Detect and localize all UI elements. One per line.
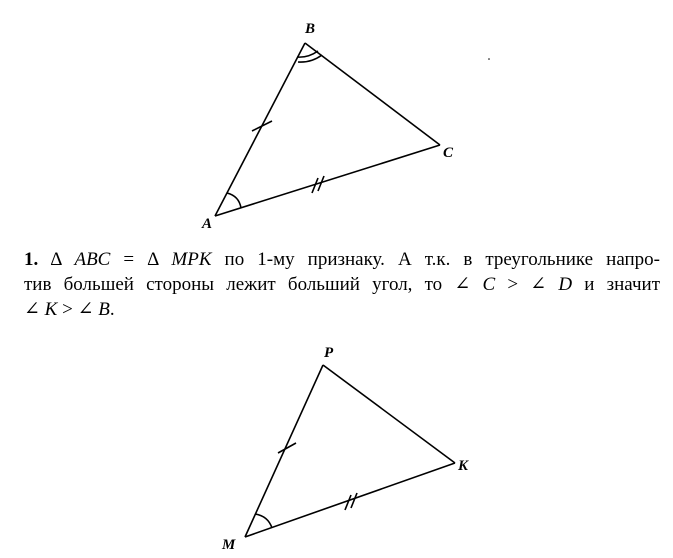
stray-dot (488, 58, 490, 60)
solution-text (24, 247, 660, 322)
greater-sign: > (62, 299, 73, 320)
angle-b: B (98, 299, 110, 320)
angle-symbol: ∠ (24, 299, 40, 320)
side-ac (215, 145, 440, 216)
side-ab (215, 43, 305, 216)
angle-c: C (482, 274, 496, 295)
angle-d: D (558, 274, 573, 295)
solution-line-3 (24, 297, 660, 322)
vertex-label-m: M (222, 537, 236, 553)
solution-line-2 (24, 272, 660, 297)
angle-symbol: ∠ (454, 274, 471, 295)
triangle-symbol: Δ (147, 249, 159, 270)
greater-sign: > (507, 274, 519, 295)
equals-sign: = (123, 249, 135, 270)
tick-mk-1 (345, 495, 351, 510)
vertex-label-b: B (305, 21, 316, 37)
line1-rest: по 1-му признаку. А т.к. в треугольнике напро- (224, 249, 661, 270)
solution-line-1 (24, 247, 660, 272)
triangle-abc-figure (0, 0, 673, 240)
tick-mk-2 (351, 493, 357, 508)
angle-k: K (44, 299, 58, 320)
vertex-label-a: A (202, 216, 213, 232)
triangle-mpk-figure (0, 330, 673, 558)
tick-ab (252, 121, 272, 131)
angle-symbol: ∠ (77, 299, 94, 320)
triangle-symbol: Δ (50, 249, 62, 270)
problem-number: 1. (24, 249, 39, 270)
side-mk (245, 463, 455, 537)
angle-arc-m (255, 514, 272, 528)
side-bc (305, 43, 440, 145)
line2-start: тив большей стороны лежит больший угол, то (24, 274, 443, 295)
vertex-label-p: P (324, 345, 334, 361)
vertex-label-c: C (443, 145, 454, 161)
side-pk (323, 365, 455, 463)
period: . (109, 299, 115, 320)
side-mp (245, 365, 323, 537)
angle-symbol: ∠ (530, 274, 547, 295)
triangle-abc-name: ABC (74, 249, 111, 270)
vertex-label-k: K (458, 458, 469, 474)
angle-arc-a (227, 193, 241, 208)
triangle-mpk-name: MPK (171, 249, 212, 270)
and-means: и значит (584, 274, 661, 295)
